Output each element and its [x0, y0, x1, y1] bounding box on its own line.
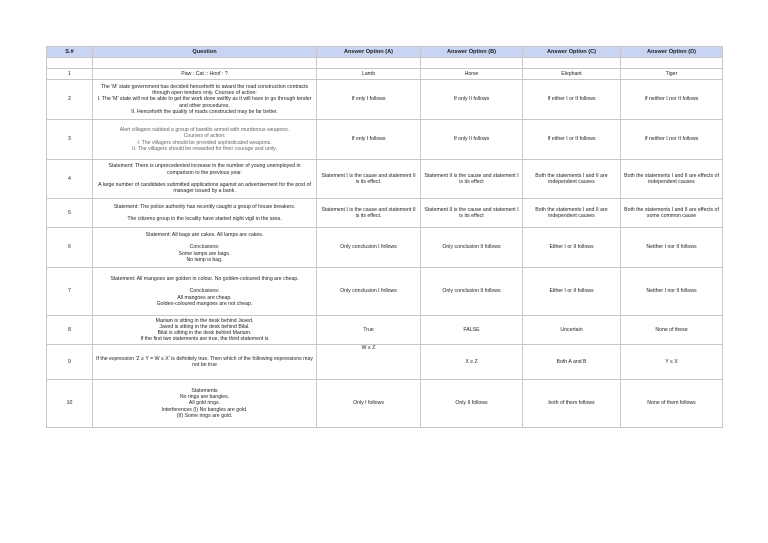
question-cell[interactable]: Mariam is sitting in the desk behind Javed. Javed is sitting in the desk behind Bilal. Bilal is sitting in the desk behind Mariam. If the first two statements are true, the third statement is: [93, 316, 317, 345]
table-row: [47, 228, 723, 268]
option-c-cell[interactable]: both of them follows: [523, 380, 621, 428]
option-d-cell[interactable]: Neither I nor II follows: [621, 228, 723, 268]
question-cell[interactable]: Statement: The police authority has recently caught a group of house breakers. The citizens group in the locality have started night vigil in the area.: [93, 199, 317, 228]
row-number[interactable]: 8: [47, 316, 93, 345]
header-option-a[interactable]: Answer Option (A): [317, 47, 421, 58]
row-number[interactable]: 4: [47, 160, 93, 199]
option-a-cell[interactable]: True: [317, 316, 421, 345]
question-table: [46, 46, 723, 428]
option-d-cell[interactable]: Both the statements I and II are effects of independent causes: [621, 160, 723, 199]
option-b-cell[interactable]: Only conclusion II follows: [421, 268, 523, 316]
option-c-cell[interactable]: Both the statements I and II are independent causes: [523, 160, 621, 199]
option-d-cell[interactable]: Tiger: [621, 69, 723, 80]
option-a-cell[interactable]: Only I follows: [317, 380, 421, 428]
question-cell[interactable]: Statement: All bags are cakes. All lamps are cakes. Conclusions: Some lamps are bags. No lamp is bag.: [93, 228, 317, 268]
table-row: [47, 120, 723, 160]
row-number[interactable]: 3: [47, 120, 93, 160]
empty-cell[interactable]: [621, 58, 723, 69]
option-c-cell[interactable]: Both A and B: [523, 345, 621, 380]
option-a-cell[interactable]: Only conclusion I follows: [317, 268, 421, 316]
option-c-cell[interactable]: Both the statements I and II are independent causes: [523, 199, 621, 228]
question-cell[interactable]: The 'M' state government has decided henceforth to award the road construction contracts through open tenders only. Courses of action: I. The 'M' state will not be able to get the work done swiftly as it will have to go through tender and other procedures. II. Henceforth the quality of roads constructed may be far better.: [93, 80, 317, 120]
option-c-cell[interactable]: Either I or II follows: [523, 228, 621, 268]
option-a-cell[interactable]: Lamb: [317, 69, 421, 80]
question-cell[interactable]: Statements No rings are bangles. All gold rings. Interferences (I) No bangles are gold. (II) Some rings are gold.: [93, 380, 317, 428]
question-cell[interactable]: Paw : Cat :: Hoof : ?: [93, 69, 317, 80]
table-row: [47, 80, 723, 120]
row-number[interactable]: 10: [47, 380, 93, 428]
option-d-cell[interactable]: If neither I nor II follows: [621, 80, 723, 120]
empty-cell[interactable]: [47, 58, 93, 69]
row-number[interactable]: 1: [47, 69, 93, 80]
header-row: [47, 47, 723, 58]
table-row: [47, 160, 723, 199]
table-row: [47, 316, 723, 345]
empty-cell[interactable]: [317, 58, 421, 69]
option-c-cell[interactable]: Elephant: [523, 69, 621, 80]
option-a-cell[interactable]: Statement I is the cause and statement II is its effect.: [317, 160, 421, 199]
header-question[interactable]: Question: [93, 47, 317, 58]
option-a-cell[interactable]: Statement I is the cause and statement II is its effect.: [317, 199, 421, 228]
option-a-cell[interactable]: If only I follows: [317, 120, 421, 160]
option-c-cell[interactable]: Either I or II follows: [523, 268, 621, 316]
option-a-cell[interactable]: W ≤ Z: [317, 345, 421, 380]
option-c-cell[interactable]: Uncertain: [523, 316, 621, 345]
table-row: [47, 345, 723, 380]
option-c-cell[interactable]: If either I or II follows: [523, 80, 621, 120]
option-b-cell[interactable]: FALSE: [421, 316, 523, 345]
empty-cell[interactable]: [523, 58, 621, 69]
option-b-cell[interactable]: Statement II is the cause and statement I is its effect: [421, 199, 523, 228]
question-cell[interactable]: Alert villagers nabbed a group of bandits armed with murderous weapons. Courses of action: I. The villagers should be provided sophisticated weapons. II. The villagers should be rewarded for their courage and unity.: [93, 120, 317, 160]
option-b-cell[interactable]: If only II follows: [421, 80, 523, 120]
option-d-cell[interactable]: Neither I nor II follows: [621, 268, 723, 316]
question-cell[interactable]: Statement: All mangoes are golden in colour. No golden-coloured thing are cheap. Conclusions: All mangoes are cheap. Golden-coloured mangoes are not cheap.: [93, 268, 317, 316]
empty-cell[interactable]: [421, 58, 523, 69]
option-b-cell[interactable]: Only II follows: [421, 380, 523, 428]
option-d-cell[interactable]: None of these: [621, 316, 723, 345]
table-row: [47, 380, 723, 428]
option-b-cell[interactable]: If only II follows: [421, 120, 523, 160]
header-serial[interactable]: S.#: [47, 47, 93, 58]
option-a-cell[interactable]: If only I follows: [317, 80, 421, 120]
header-option-d[interactable]: Answer Option (D): [621, 47, 723, 58]
row-number[interactable]: 2: [47, 80, 93, 120]
table-row: [47, 199, 723, 228]
header-option-b[interactable]: Answer Option (B): [421, 47, 523, 58]
header-option-c[interactable]: Answer Option (C): [523, 47, 621, 58]
option-c-cell[interactable]: If either I or II follows: [523, 120, 621, 160]
option-b-cell[interactable]: Horse: [421, 69, 523, 80]
spacer-row: [47, 58, 723, 69]
row-number[interactable]: 7: [47, 268, 93, 316]
row-number[interactable]: 6: [47, 228, 93, 268]
empty-cell[interactable]: [93, 58, 317, 69]
option-d-cell[interactable]: If neither I nor II follows: [621, 120, 723, 160]
option-a-cell[interactable]: Only conclusion I follows: [317, 228, 421, 268]
option-d-cell[interactable]: Y ≤ X: [621, 345, 723, 380]
table-row: [47, 268, 723, 316]
option-b-cell[interactable]: Statement II is the cause and statement I is its effect: [421, 160, 523, 199]
option-d-cell[interactable]: Both the statements I and II are effects of some common cause: [621, 199, 723, 228]
option-b-cell[interactable]: X ≥ Z: [421, 345, 523, 380]
row-number[interactable]: 5: [47, 199, 93, 228]
question-cell[interactable]: If the expression 'Z ≥ Y = W ≤ X' is definitely true. Then which of the following expressions may not be true: [93, 345, 317, 380]
option-d-cell[interactable]: None of them follows: [621, 380, 723, 428]
option-b-cell[interactable]: Only conclusion II follows: [421, 228, 523, 268]
question-cell[interactable]: Statement: There is unprecedented increase in the number of young unemployed in comparison to the previous year. A large number of candidates submitted applications against an advertisement for the post of manager issued by a bank.: [93, 160, 317, 199]
table-row: [47, 69, 723, 80]
row-number[interactable]: 9: [47, 345, 93, 380]
